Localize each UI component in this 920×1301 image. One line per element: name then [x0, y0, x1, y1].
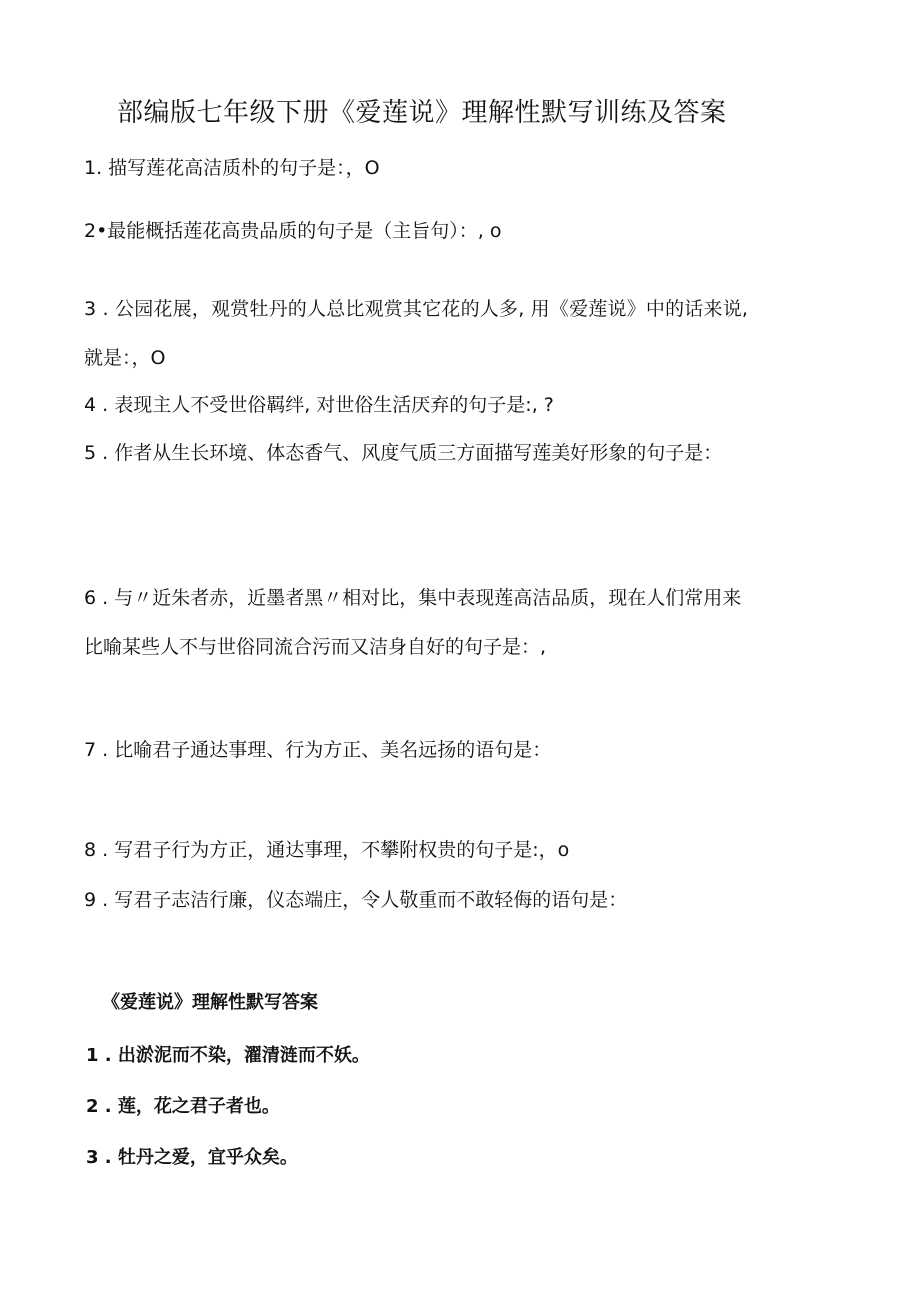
answer-2: 2 . 莲，花之君子者也。 — [86, 1096, 280, 1117]
question-1: 1. 描写莲花高洁质朴的句子是：，O — [84, 157, 380, 179]
question-3-line-2: 就是：，O — [84, 347, 166, 369]
question-6-line-2: 比喻某些人不与世俗同流合污而又洁身自好的句子是：, — [84, 636, 547, 658]
question-7: 7 . 比喻君子通达事理、行为方正、美名远扬的语句是： — [84, 739, 552, 761]
question-4: 4 . 表现主人不受世俗羁绊, 对世俗生活厌弃的句子是:, ? — [84, 394, 554, 416]
question-6-line-1: 6 . 与〃近朱者赤，近墨者黑〃相对比，集中表现莲高洁品质，现在人们常用来 — [84, 587, 742, 609]
question-3-line-1: 3 . 公园花展，观赏牡丹的人总比观赏其它花的人多, 用《爱莲说》中的话来说, — [84, 298, 749, 320]
question-5: 5 . 作者从生长环境、体态香气、风度气质三方面描写莲美好形象的句子是： — [84, 442, 723, 464]
question-9: 9 . 写君子志洁行廉，仪态端庄，令人敬重而不敢轻侮的语句是： — [84, 889, 628, 911]
answers-title: 《爱莲说》理解性默写答案 — [102, 992, 318, 1013]
document-title: 部编版七年级下册《爱莲说》理解性默写训练及答案 — [117, 98, 727, 128]
question-2: 2•最能概括莲花高贵品质的句子是（主旨句）：, o — [84, 220, 502, 242]
question-8: 8 . 写君子行为方正，通达事理，不攀附权贵的句子是:，o — [84, 839, 570, 861]
answer-3: 3 . 牡丹之爱，宜乎众矣。 — [86, 1147, 298, 1168]
answer-1: 1 . 出淤泥而不染，濯清涟而不妖。 — [86, 1045, 370, 1066]
